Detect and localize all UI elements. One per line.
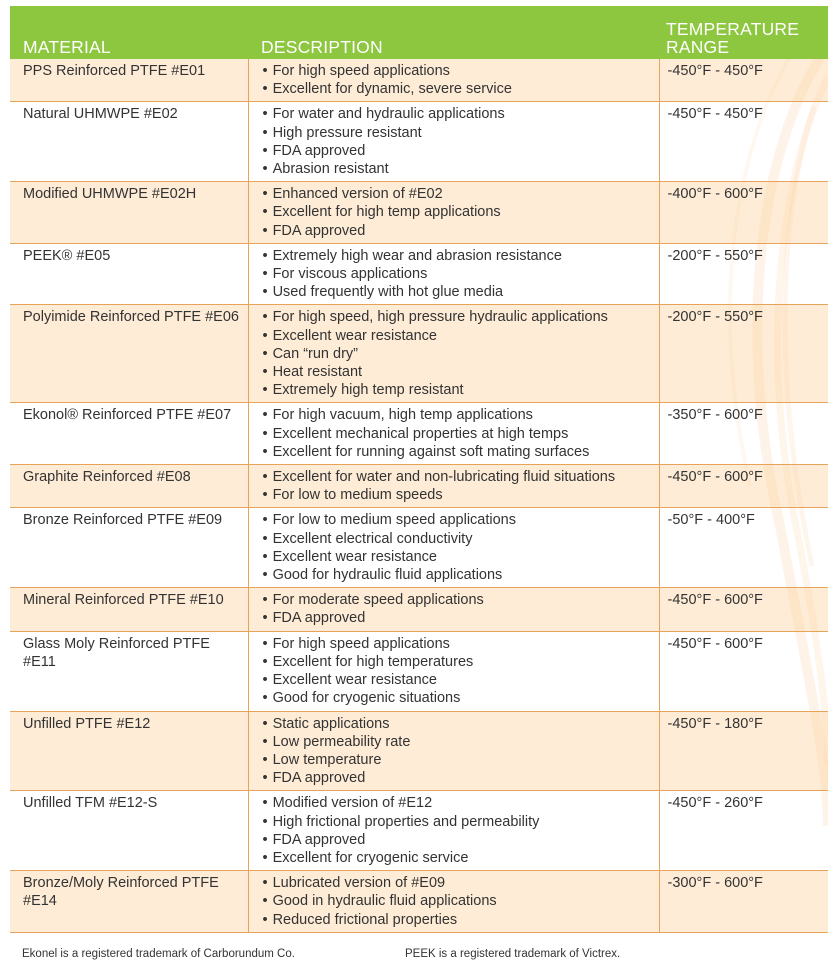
description-item: [263, 813, 653, 831]
description-text: Lubricated version of #E09: [272, 875, 446, 892]
bullet-icon: •: [262, 106, 268, 123]
bullet-icon: •: [262, 548, 268, 565]
description-item: [263, 345, 653, 363]
bullet-icon: •: [262, 592, 268, 609]
header-description: DESCRIPTION: [248, 6, 659, 59]
temperature-cell: -450°F - 450°F: [659, 102, 828, 182]
temperature-cell: -350°F - 600°F: [659, 403, 828, 465]
temperature-cell: -200°F - 550°F: [659, 243, 828, 305]
description-text: Excellent for high temp applications: [272, 204, 501, 221]
temperature-cell: -450°F - 260°F: [659, 791, 828, 871]
description-cell: [248, 243, 659, 305]
description-text: Excellent wear resistance: [272, 548, 437, 565]
description-cell: [248, 305, 659, 403]
bullet-icon: •: [262, 567, 268, 584]
description-item: [263, 874, 653, 892]
description-text: Enhanced version of #E02: [272, 186, 443, 203]
description-item: [263, 715, 653, 733]
description-text: Abrasion resistant: [272, 161, 389, 178]
bullet-icon: •: [262, 795, 268, 812]
description-item: [263, 406, 653, 424]
description-item: [263, 468, 653, 486]
table-row: [10, 403, 828, 465]
description-text: For moderate speed applications: [272, 592, 484, 609]
bullet-icon: •: [262, 487, 268, 504]
description-item: [263, 591, 653, 609]
description-text: FDA approved: [272, 142, 366, 159]
bullet-icon: •: [262, 715, 268, 732]
table-header-row: [10, 6, 828, 59]
description-list: [263, 105, 653, 178]
header-material: MATERIAL: [10, 6, 248, 59]
description-item: [263, 124, 653, 142]
description-item: [263, 831, 653, 849]
description-text: FDA approved: [272, 222, 366, 239]
description-item: [263, 486, 653, 504]
description-item: [263, 548, 653, 566]
bullet-icon: •: [262, 849, 268, 866]
description-text: Excellent electrical conductivity: [272, 530, 473, 547]
description-text: Good in hydraulic fluid applications: [272, 893, 497, 910]
description-item: [263, 265, 653, 283]
description-cell: [248, 102, 659, 182]
description-item: [263, 185, 653, 203]
description-text: Excellent wear resistance: [272, 672, 437, 689]
description-cell: [248, 631, 659, 711]
bullet-icon: •: [262, 751, 268, 768]
bullet-icon: •: [262, 770, 268, 787]
description-item: [263, 327, 653, 345]
bullet-icon: •: [262, 690, 268, 707]
description-text: High pressure resistant: [272, 124, 422, 141]
description-text: For high vacuum, high temp applications: [272, 407, 533, 424]
material-cell: Ekonol® Reinforced PTFE #E07: [10, 403, 248, 465]
description-item: [263, 283, 653, 301]
bullet-icon: •: [262, 512, 268, 529]
bullet-icon: •: [262, 653, 268, 670]
header-temperature-line1: TEMPERATURE: [666, 19, 800, 39]
description-text: Excellent for cryogenic service: [272, 849, 469, 866]
description-item: [263, 443, 653, 461]
temperature-cell: -300°F - 600°F: [659, 871, 828, 933]
temperature-cell: -450°F - 600°F: [659, 588, 828, 631]
bullet-icon: •: [262, 733, 268, 750]
table-body: [10, 59, 828, 932]
table-row: [10, 588, 828, 631]
header-temperature-range: [659, 6, 828, 59]
temperature-cell: -200°F - 550°F: [659, 305, 828, 403]
description-text: FDA approved: [272, 831, 366, 848]
bullet-icon: •: [262, 309, 268, 326]
description-text: Modified version of #E12: [272, 795, 433, 812]
description-text: For viscous applications: [272, 266, 428, 283]
bullet-icon: •: [262, 911, 268, 928]
bullet-icon: •: [262, 247, 268, 264]
material-cell: Modified UHMWPE #E02H: [10, 182, 248, 244]
table-row: [10, 59, 828, 102]
material-cell: Graphite Reinforced #E08: [10, 465, 248, 508]
description-text: For high speed, high pressure hydraulic applications: [272, 309, 608, 326]
description-cell: [248, 588, 659, 631]
footnote-peek: PEEK is a registered trademark of Victrex.: [405, 948, 621, 960]
material-cell: Glass Moly Reinforced PTFE #E11: [10, 631, 248, 711]
table-row: [10, 243, 828, 305]
description-list: [263, 468, 653, 504]
table-row: [10, 871, 828, 933]
bullet-icon: •: [262, 635, 268, 652]
description-text: Excellent for high temperatures: [272, 653, 474, 670]
bullet-icon: •: [262, 63, 268, 79]
bullet-icon: •: [262, 222, 268, 239]
description-text: Extremely high temp resistant: [272, 382, 464, 399]
footnote-ekonel: Ekonel is a registered trademark of Carborundum Co.: [22, 948, 295, 960]
description-list: [263, 511, 653, 584]
description-text: Good for hydraulic fluid applications: [272, 567, 503, 584]
description-list: [263, 715, 653, 788]
description-text: FDA approved: [272, 770, 366, 787]
bullet-icon: •: [262, 382, 268, 399]
description-list: [263, 874, 653, 929]
description-item: [263, 689, 653, 707]
description-list: [263, 794, 653, 867]
description-item: [263, 80, 653, 98]
material-cell: Bronze Reinforced PTFE #E09: [10, 508, 248, 588]
temperature-cell: -450°F - 600°F: [659, 465, 828, 508]
description-item: [263, 425, 653, 443]
description-text: Low permeability rate: [272, 733, 411, 750]
description-text: Excellent wear resistance: [272, 327, 437, 344]
description-text: Excellent for water and non-lubricating fluid situations: [272, 469, 616, 486]
table-row: [10, 465, 828, 508]
table-row: [10, 508, 828, 588]
bullet-icon: •: [262, 124, 268, 141]
description-text: Low temperature: [272, 751, 382, 768]
description-item: [263, 751, 653, 769]
bullet-icon: •: [262, 81, 268, 98]
description-item: [263, 635, 653, 653]
description-list: [263, 185, 653, 240]
description-cell: [248, 403, 659, 465]
temperature-cell: -50°F - 400°F: [659, 508, 828, 588]
description-list: [263, 406, 653, 461]
description-list: [263, 62, 653, 98]
description-item: [263, 222, 653, 240]
description-item: [263, 733, 653, 751]
description-text: Used frequently with hot glue media: [272, 284, 504, 301]
bullet-icon: •: [262, 893, 268, 910]
bullet-icon: •: [262, 142, 268, 159]
description-text: For high speed applications: [272, 63, 450, 79]
description-item: [263, 769, 653, 787]
description-text: For high speed applications: [272, 635, 450, 652]
description-cell: [248, 508, 659, 588]
materials-table: [10, 6, 828, 933]
temperature-cell: -450°F - 180°F: [659, 711, 828, 791]
bullet-icon: •: [262, 364, 268, 381]
description-list: [263, 247, 653, 302]
table-row: [10, 711, 828, 791]
description-cell: [248, 871, 659, 933]
description-item: [263, 308, 653, 326]
description-cell: [248, 59, 659, 102]
bullet-icon: •: [262, 831, 268, 848]
description-list: [263, 308, 653, 399]
description-text: Reduced frictional properties: [272, 911, 458, 928]
bullet-icon: •: [262, 610, 268, 627]
header-temperature-line2: RANGE: [666, 37, 730, 57]
bullet-icon: •: [262, 327, 268, 344]
bullet-icon: •: [262, 672, 268, 689]
description-text: Can “run dry”: [272, 345, 358, 362]
description-text: FDA approved: [272, 610, 366, 627]
description-item: [263, 160, 653, 178]
bullet-icon: •: [262, 161, 268, 178]
description-item: [263, 530, 653, 548]
material-cell: Unfilled PTFE #E12: [10, 711, 248, 791]
description-item: [263, 381, 653, 399]
bullet-icon: •: [262, 443, 268, 460]
description-text: Static applications: [272, 715, 390, 732]
description-item: [263, 511, 653, 529]
bullet-icon: •: [262, 875, 268, 892]
description-list: [263, 635, 653, 708]
description-cell: [248, 711, 659, 791]
description-item: [263, 849, 653, 867]
description-item: [263, 105, 653, 123]
description-item: [263, 794, 653, 812]
bullet-icon: •: [262, 204, 268, 221]
description-text: For water and hydraulic applications: [272, 106, 505, 123]
bullet-icon: •: [262, 266, 268, 283]
material-cell: PPS Reinforced PTFE #E01: [10, 59, 248, 102]
material-cell: Mineral Reinforced PTFE #E10: [10, 588, 248, 631]
table-row: [10, 305, 828, 403]
temperature-cell: -400°F - 600°F: [659, 182, 828, 244]
bullet-icon: •: [262, 407, 268, 424]
description-item: [263, 609, 653, 627]
bullet-icon: •: [262, 284, 268, 301]
materials-table-wrapper: [10, 6, 828, 936]
bullet-icon: •: [262, 530, 268, 547]
description-item: [263, 247, 653, 265]
description-text: For low to medium speed applications: [272, 512, 516, 529]
description-text: For low to medium speeds: [272, 487, 443, 504]
description-item: [263, 363, 653, 381]
description-cell: [248, 791, 659, 871]
description-text: Excellent for dynamic, severe service: [272, 81, 512, 98]
table-row: [10, 182, 828, 244]
description-cell: [248, 465, 659, 508]
table-row: [10, 791, 828, 871]
description-text: Good for cryogenic situations: [272, 690, 461, 707]
description-item: [263, 203, 653, 221]
description-item: [263, 892, 653, 910]
bullet-icon: •: [262, 425, 268, 442]
description-item: [263, 566, 653, 584]
bullet-icon: •: [262, 345, 268, 362]
description-text: Extremely high wear and abrasion resistance: [272, 247, 562, 264]
description-text: Heat resistant: [272, 364, 363, 381]
description-cell: [248, 182, 659, 244]
material-cell: Natural UHMWPE #E02: [10, 102, 248, 182]
material-cell: Bronze/Moly Reinforced PTFE #E14: [10, 871, 248, 933]
bullet-icon: •: [262, 469, 268, 486]
description-item: [263, 62, 653, 80]
material-cell: Unfilled TFM #E12-S: [10, 791, 248, 871]
description-list: [263, 591, 653, 627]
description-item: [263, 671, 653, 689]
description-item: [263, 653, 653, 671]
bullet-icon: •: [262, 813, 268, 830]
material-cell: PEEK® #E05: [10, 243, 248, 305]
description-item: [263, 142, 653, 160]
description-item: [263, 911, 653, 929]
table-row: [10, 631, 828, 711]
table-row: [10, 102, 828, 182]
bullet-icon: •: [262, 186, 268, 203]
description-text: Excellent mechanical properties at high temps: [272, 425, 569, 442]
description-text: Excellent for running against soft mating surfaces: [272, 443, 590, 460]
material-cell: Polyimide Reinforced PTFE #E06: [10, 305, 248, 403]
temperature-cell: -450°F - 600°F: [659, 631, 828, 711]
temperature-cell: -450°F - 450°F: [659, 59, 828, 102]
description-text: High frictional properties and permeability: [272, 813, 540, 830]
